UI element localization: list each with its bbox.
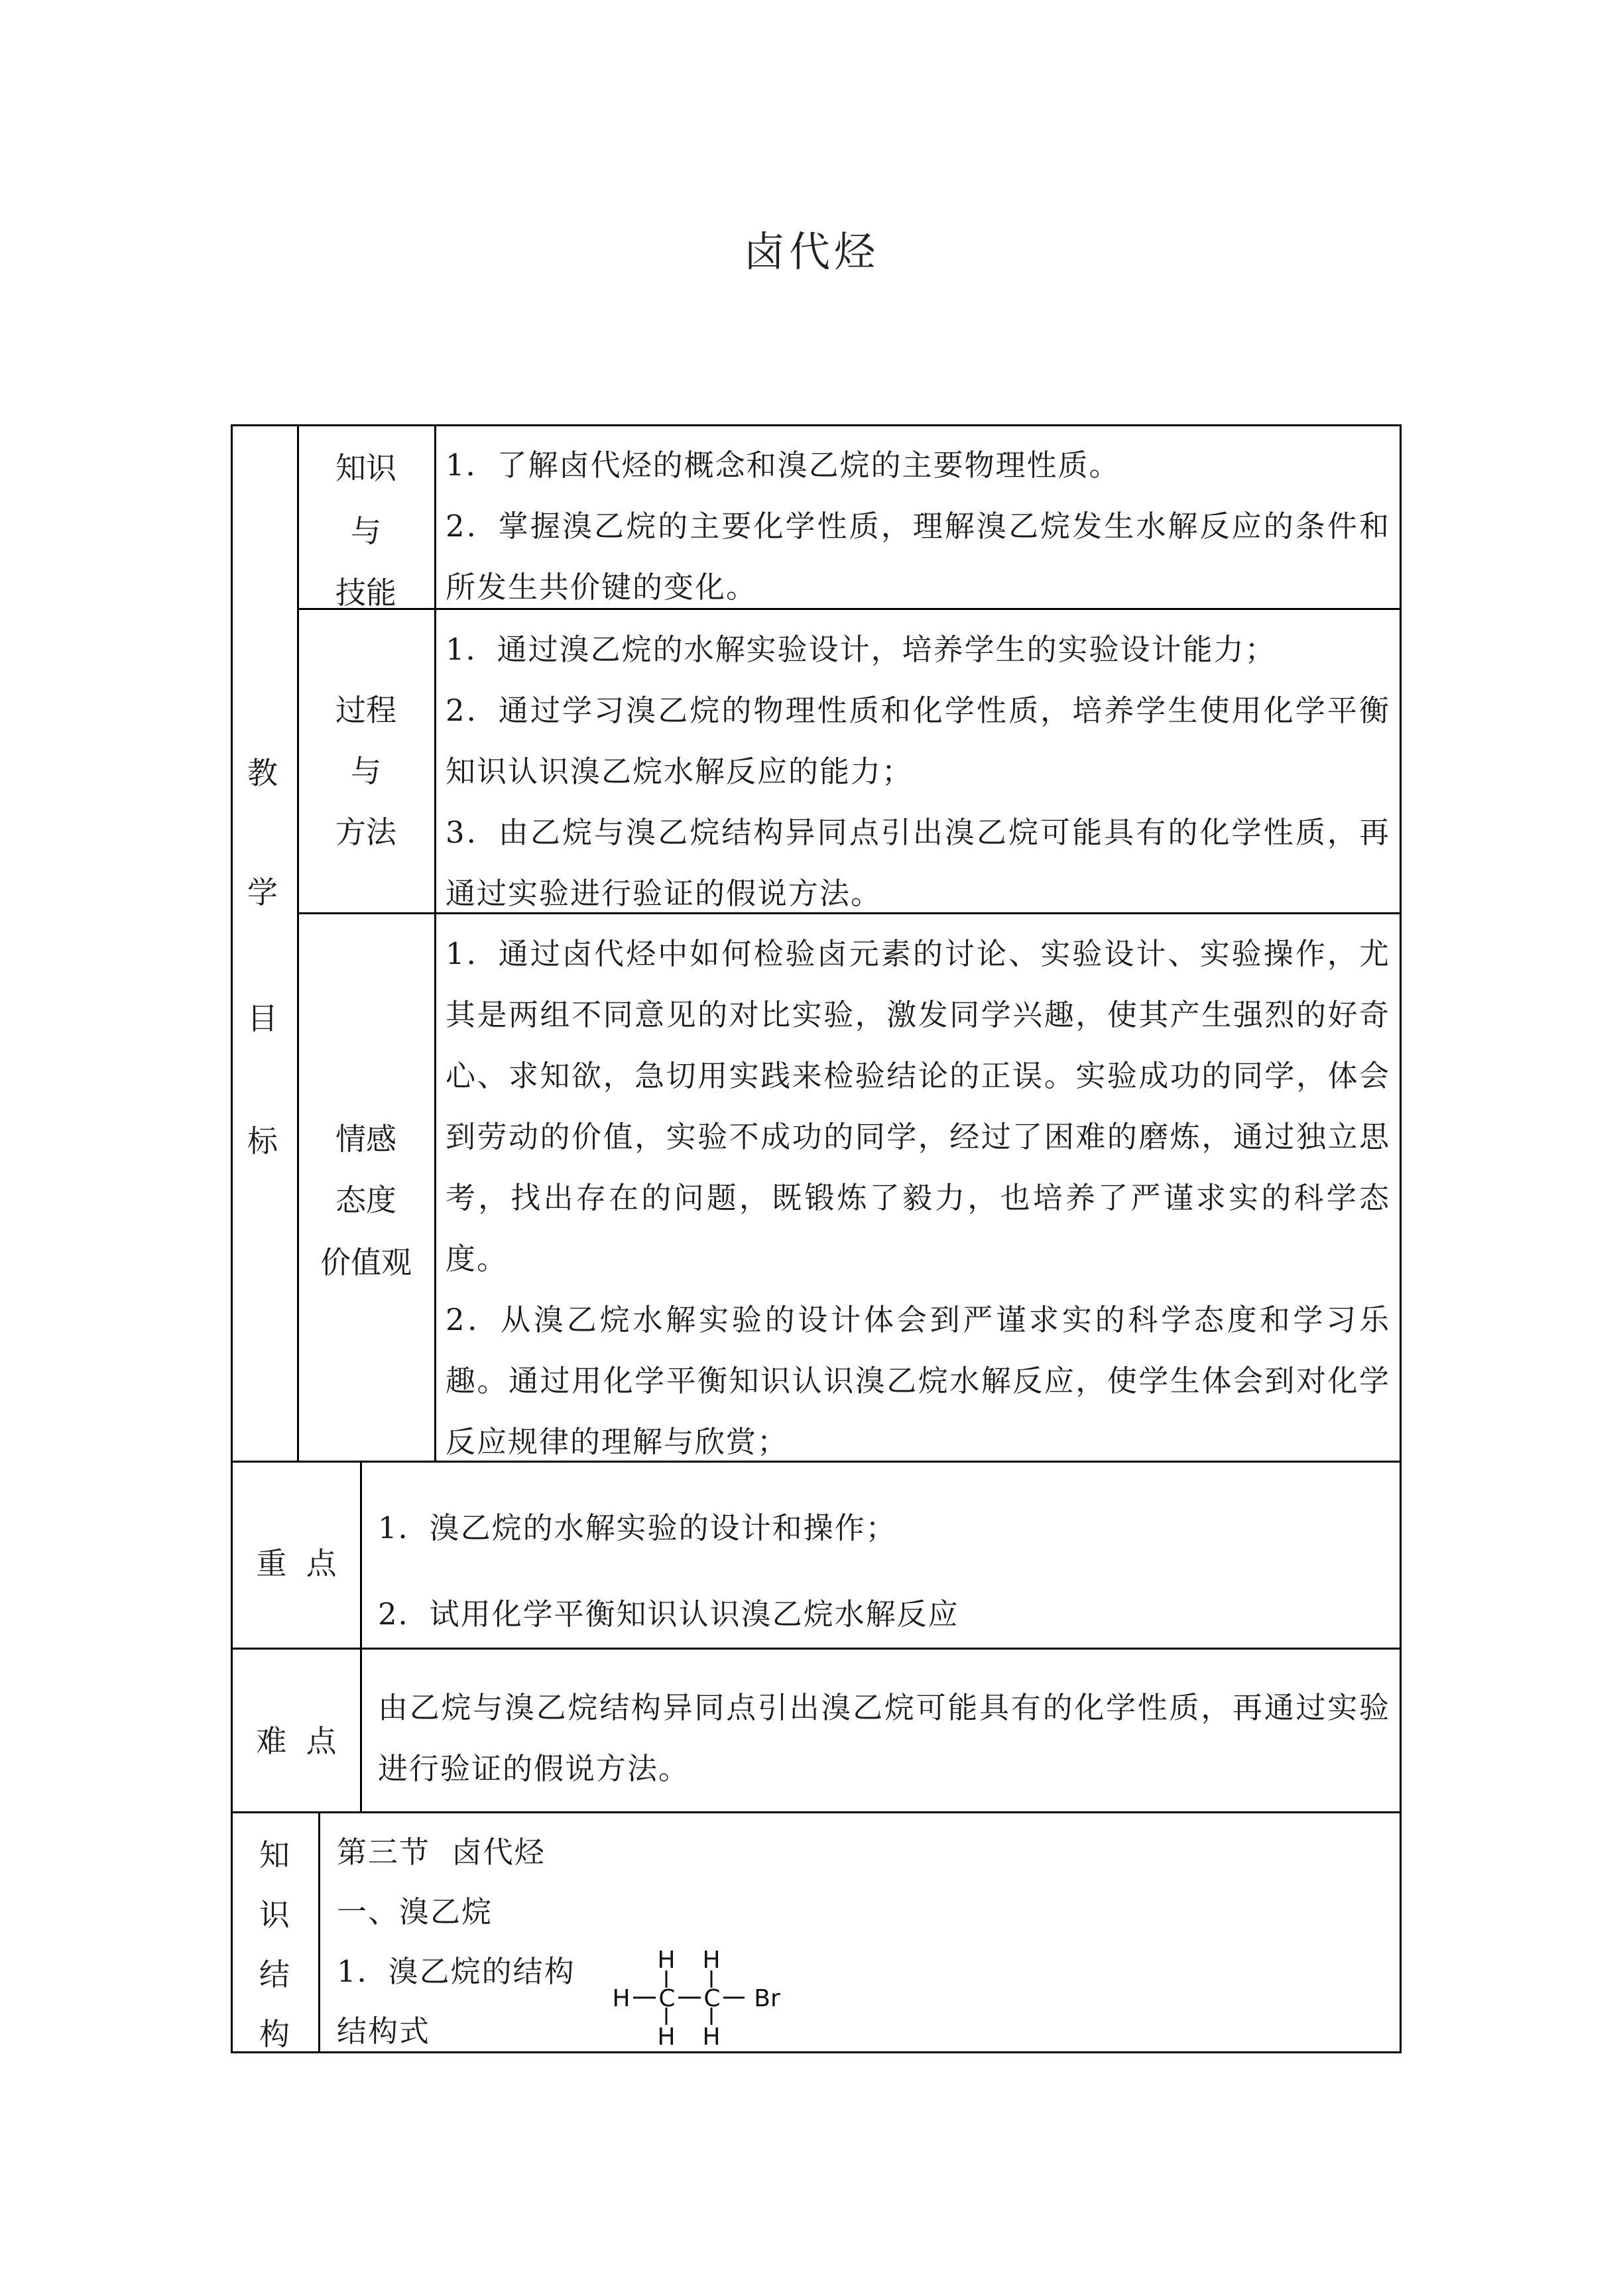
atom-br: Br [754,1985,780,2012]
row-label-line: 知识 [335,450,396,486]
objective-line: 2．通过学习溴乙烷的物理性质和化学性质，培养学生使用化学平衡知识认识溴乙烷水解反应的能力； [446,693,1390,789]
row-label-line: 态度 [335,1182,396,1218]
key-point-line: 1．溴乙烷的水解实验的设计和操作； [378,1510,897,1545]
difficulty-label: 难 点 [256,1723,337,1759]
objective-text [446,924,1390,1473]
row-label-line: 与 [351,753,381,789]
row-label-line: 情感 [335,1121,396,1157]
knowledge-item: 1．溴乙烷的结构 [337,1954,575,1989]
divider [297,424,299,1463]
key-point-line: 2．试用化学平衡知识认识溴乙烷水解反应 [378,1597,959,1632]
atom-c: C [703,1985,721,2012]
atom-h: H [657,1947,676,1974]
objective-line: 1．通过溴乙烷的水解实验设计，培养学生的实验设计能力； [446,632,1276,667]
knowledge-subsection-title: 一、溴乙烷 [337,1894,493,1929]
objective-line: 2．掌握溴乙烷的主要化学性质，理解溴乙烷发生水解反应的条件和所发生共价键的变化。 [446,509,1390,605]
atom-h: H [702,2024,721,2050]
objective-line: 1．了解卤代烃的概念和溴乙烷的主要物理性质。 [446,448,1120,483]
row-label-line: 价值观 [320,1244,412,1280]
objective-line: 1．通过卤代烃中如何检验卤元素的讨论、实验设计、实验操作，尤其是两组不同意见的对比实验，激发同学兴趣，使其产生强烈的好奇心、求知欲，急切用实践来检验结论的正误。实验成功的同学，体会到劳动的价值，实验不成功的同学，经过了困难的磨炼，通过独立思考，找出存在的问题，既锻炼了毅力，也培养了严谨求实的科学态度。 [446,936,1390,1276]
atom-h: H [657,2024,676,2050]
knowledge-section-title: 第三节 卤代烃 [337,1835,546,1870]
objectives-header-char: 目 [247,1000,278,1036]
knowledge-header-char: 构 [259,2016,290,2052]
objective-text [446,435,1390,618]
objectives-header-char: 教 [247,755,278,791]
knowledge-header-char: 知 [259,1837,290,1873]
divider [434,424,436,1463]
atom-h: H [612,1985,631,2012]
page-title: 卤代烃 [743,227,879,276]
row-label-line: 方法 [335,814,396,850]
knowledge-header-char: 结 [259,1957,290,1992]
objective-line: 3．由乙烷与溴乙烷结构异同点引出溴乙烷可能具有的化学性质，再通过实验进行验证的假说方法。 [446,815,1390,911]
atom-h: H [702,1947,721,1974]
divider [360,1648,362,1813]
objective-line: 2．从溴乙烷水解实验的设计体会到严谨求实的科学态度和学习乐趣。通过用化学平衡知识认识溴乙烷水解反应，使学生体会到对化学反应规律的理解与欣赏； [446,1302,1390,1459]
row-label-line: 技能 [335,575,396,611]
formula-label: 结构式 [337,2014,431,2049]
objective-text [446,619,1390,924]
difficulty-text: 由乙烷与溴乙烷结构异同点引出溴乙烷可能具有的化学性质，再通过实验进行验证的假说方法。 [378,1690,1390,1786]
key-points-text [378,1485,1392,1658]
row-label-line: 与 [351,513,381,549]
divider [318,1811,320,2053]
objectives-header-char: 标 [247,1123,278,1159]
knowledge-header-char: 识 [259,1897,290,1933]
atom-c: C [658,1985,676,2012]
objectives-header-char: 学 [247,875,278,910]
row-label-line: 过程 [335,692,396,728]
bromoethane-structural-formula [600,1944,792,2050]
divider [360,1461,362,1650]
key-points-label: 重 点 [256,1545,337,1581]
